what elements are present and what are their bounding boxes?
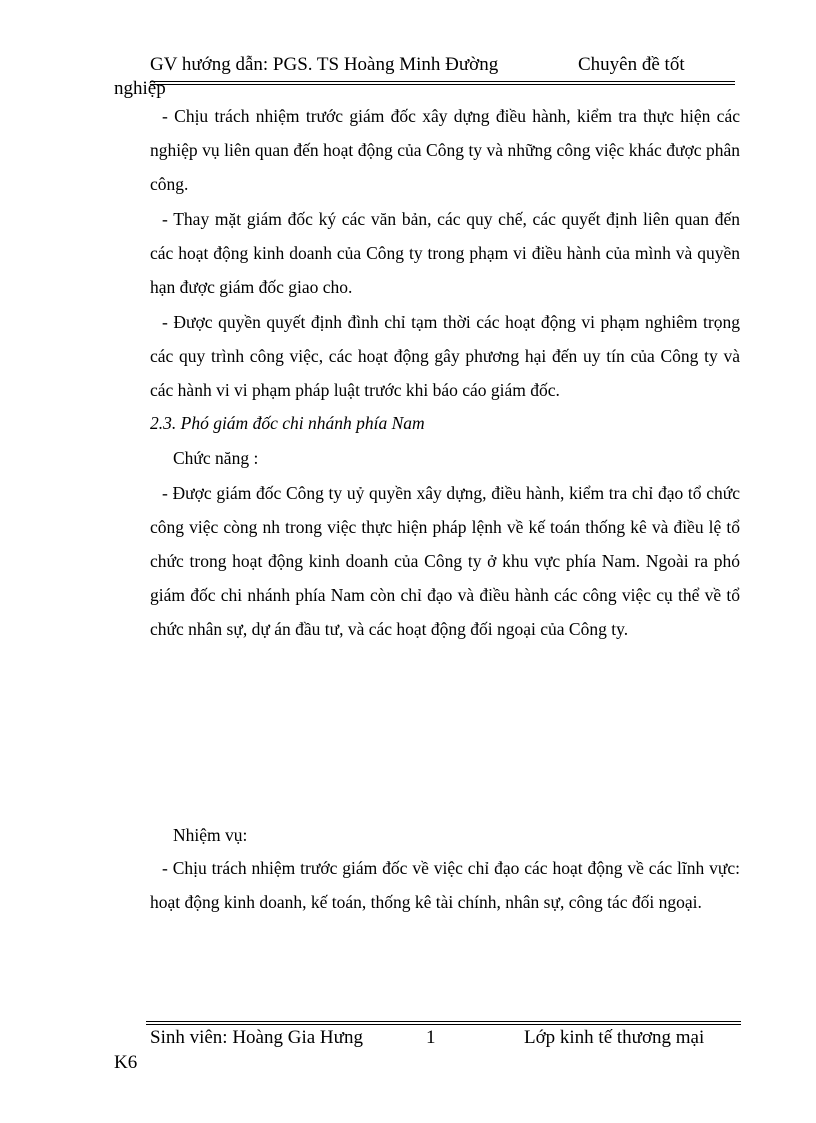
label-function: Chức năng : bbox=[173, 448, 259, 468]
header-wrap: nghiệp bbox=[114, 78, 166, 99]
paragraph-4: - Được giám đốc Công ty uỷ quyền xây dựng, điều hành, kiểm tra chỉ đạo tổ chức công việc còng nh trong việc thực hiện pháp lệnh về kế toán thống kê và điều lệ tổ chức trong hoạt động kinh doanh của Công ty ở khu vực phía Nam. Ngoài ra phó giám đốc chi nhánh phía Nam còn chỉ đạo và điều hành các công việc cụ thể về tổ chức nhân sự, dự án đầu tư, và các hoạt động đối ngoại của Công ty. bbox=[150, 483, 740, 639]
paragraph-1: - Chịu trách nhiệm trước giám đốc xây dựng điều hành, kiểm tra thực hiện các nghiệp vụ liên quan đến hoạt động của Công ty và những công việc khác được phân công. bbox=[150, 106, 740, 194]
footer-page-number: 1 bbox=[426, 1027, 436, 1048]
section-heading: 2.3. Phó giám đốc chi nhánh phía Nam bbox=[150, 413, 425, 433]
footer-class: Lớp kinh tế thương mại bbox=[524, 1027, 705, 1048]
header-rule-top bbox=[150, 81, 735, 82]
label-duty: Nhiệm vụ: bbox=[173, 825, 248, 845]
header-report-type: Chuyên đề tốt bbox=[578, 54, 685, 75]
footer-rule-top bbox=[146, 1021, 741, 1022]
paragraph-2: - Thay mặt giám đốc ký các văn bản, các quy chế, các quyết định liên quan đến các hoạt động kinh doanh của Công ty trong phạm vi điều hành của mình và quyền hạn được giám đốc giao cho. bbox=[150, 209, 740, 297]
footer-student: Sinh viên: Hoàng Gia Hưng bbox=[150, 1027, 363, 1048]
header-rule-bottom bbox=[150, 84, 735, 85]
header-advisor: GV hướng dẫn: PGS. TS Hoàng Minh Đường bbox=[150, 54, 499, 75]
paragraph-5: - Chịu trách nhiệm trước giám đốc về việc chỉ đạo các hoạt động về các lĩnh vực: hoạt động kinh doanh, kế toán, thống kê tài chính, nhân sự, công tác đối ngoại. bbox=[150, 858, 740, 912]
footer-wrap: K6 bbox=[114, 1052, 138, 1073]
footer-rule-bottom bbox=[146, 1024, 741, 1025]
paragraph-3: - Được quyền quyết định đình chỉ tạm thời các hoạt động vi phạm nghiêm trọng các quy trình công việc, các hoạt động gây phương hại đến uy tín của Công ty và các hành vi vi phạm pháp luật trước khi báo cáo giám đốc. bbox=[150, 312, 740, 400]
